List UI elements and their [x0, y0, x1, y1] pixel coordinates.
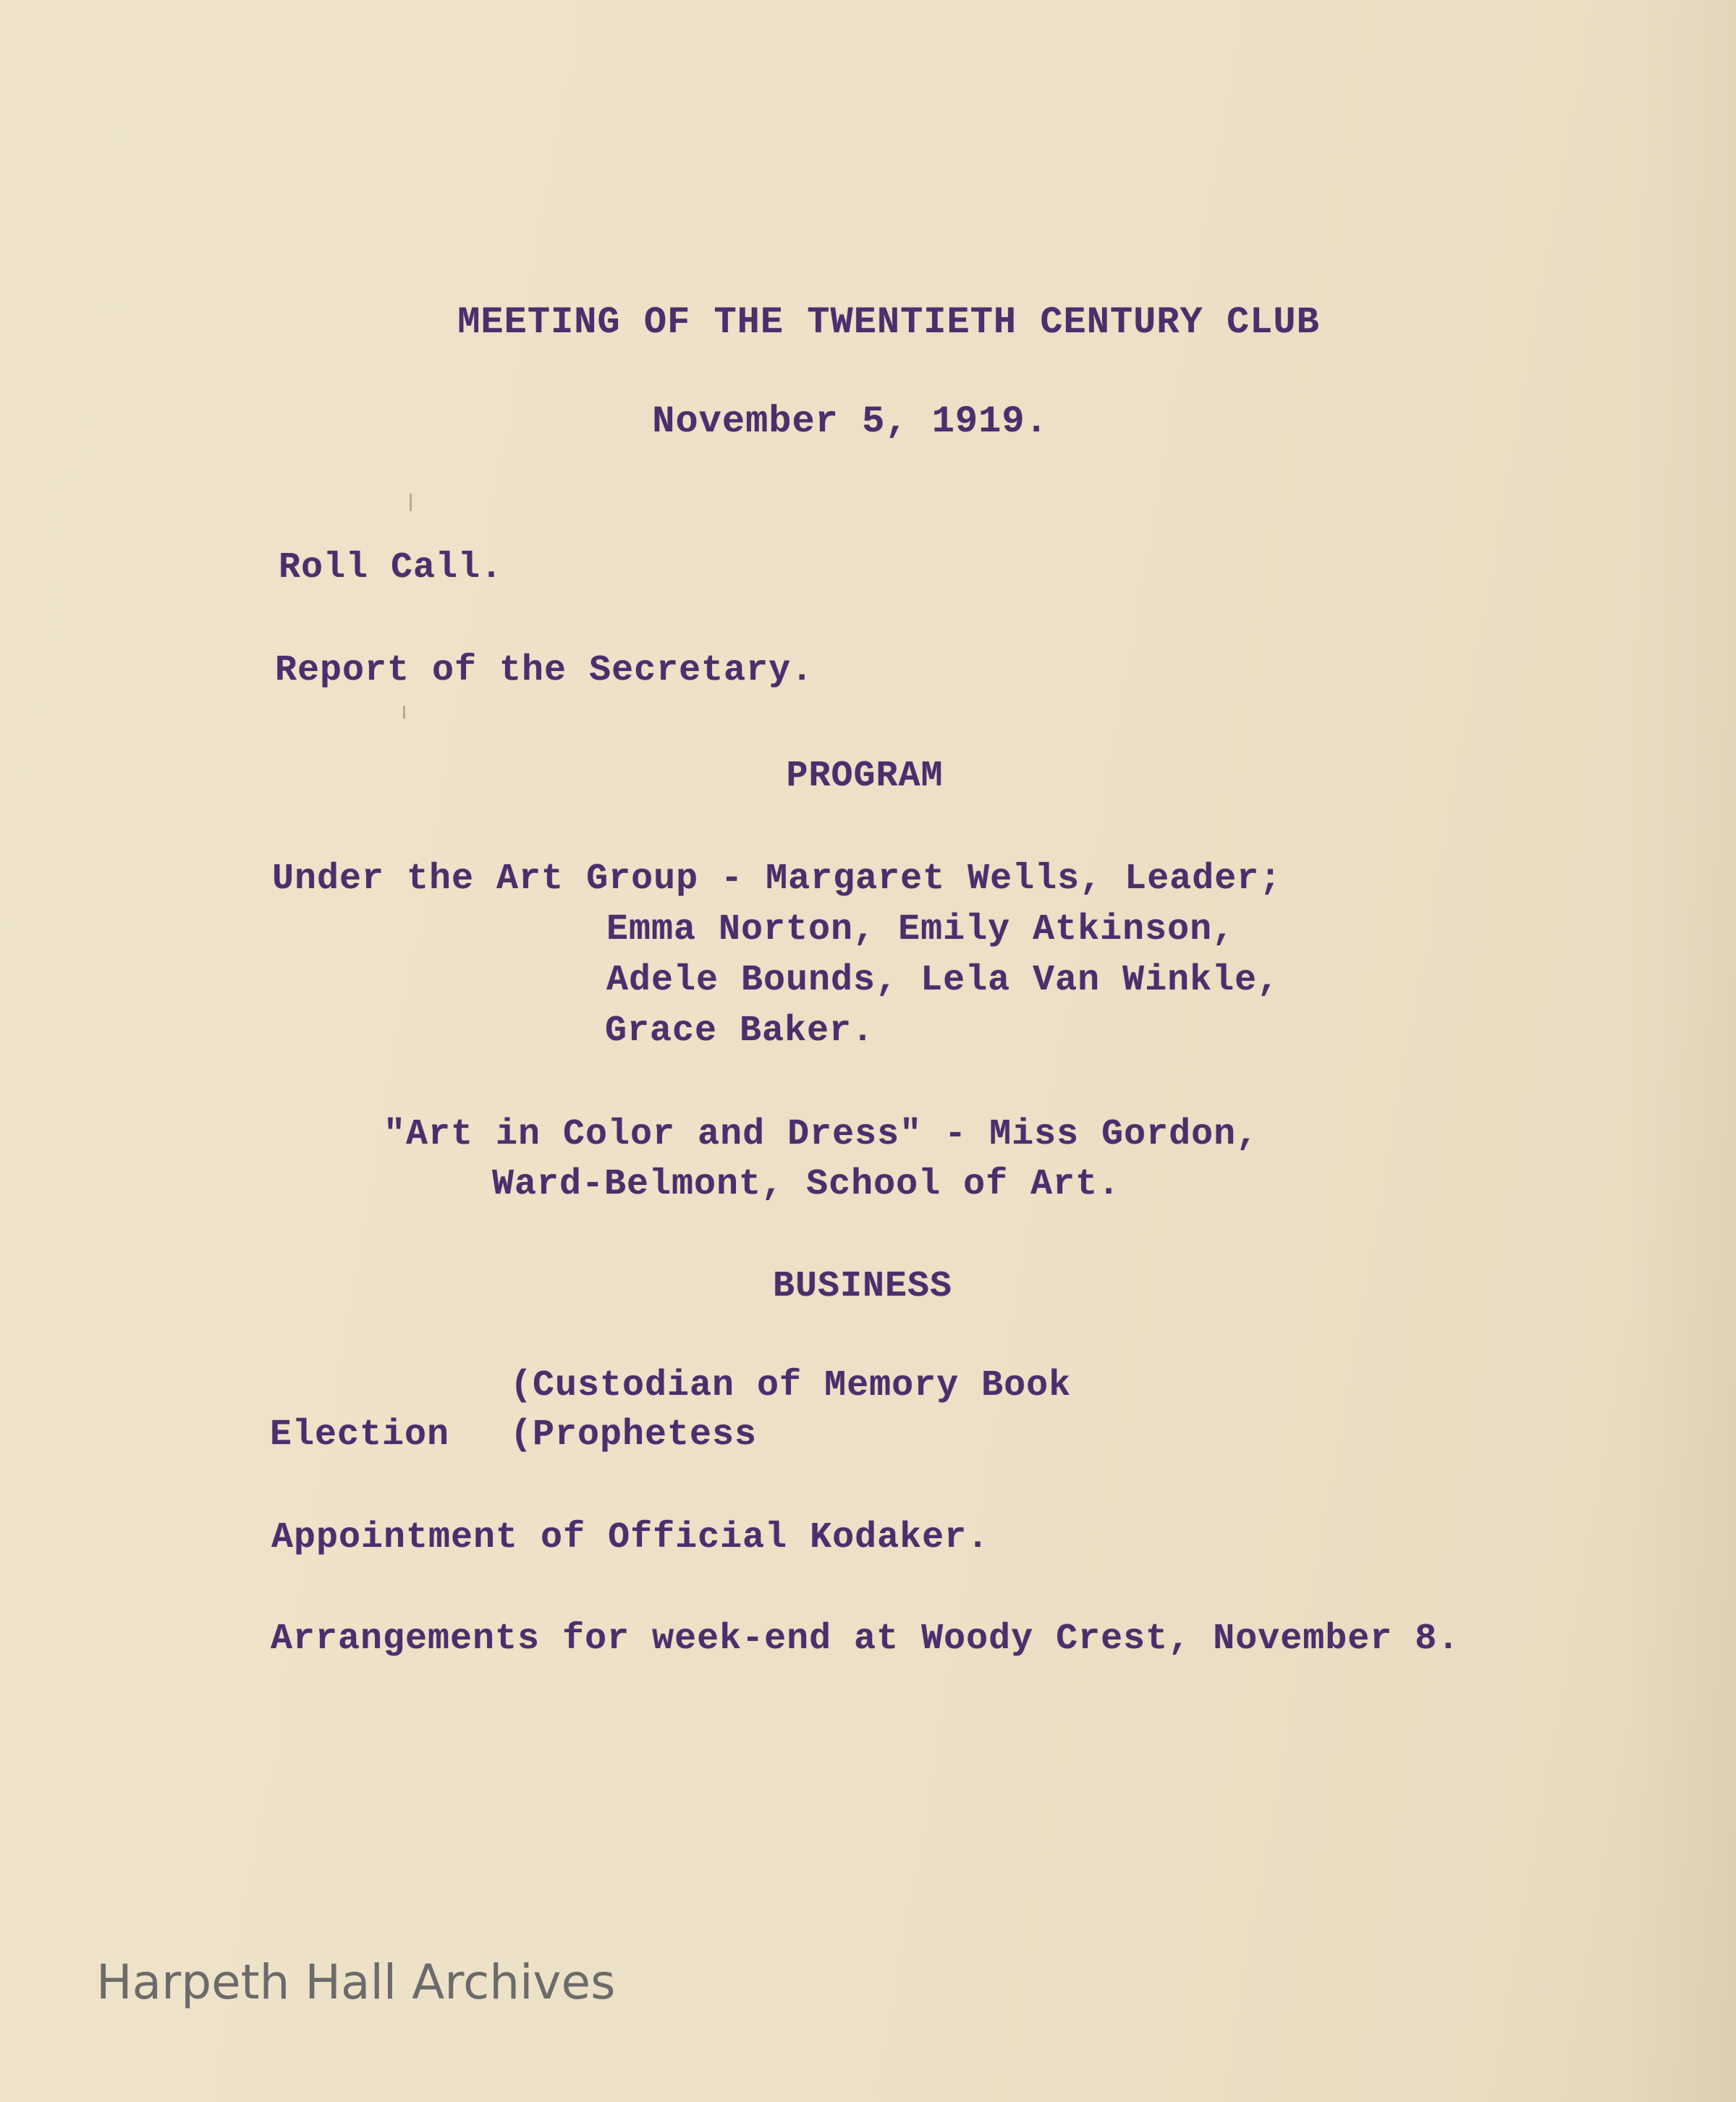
document-title: MEETING OF THE TWENTIETH CENTURY CLUB: [457, 301, 1320, 344]
appointment-line: Appointment of Official Kodaker.: [271, 1517, 990, 1558]
election-label: Election: [270, 1414, 450, 1456]
archive-watermark: Harpeth Hall Archives: [96, 1954, 616, 2010]
program-heading: PROGRAM: [786, 756, 944, 797]
business-heading: BUSINESS: [772, 1266, 953, 1307]
paper-speck: [410, 494, 412, 511]
talk-affiliation: Ward-Belmont, School of Art.: [492, 1164, 1121, 1205]
member-line: Grace Baker.: [605, 1010, 875, 1052]
roll-call: Roll Call.: [279, 547, 504, 588]
election-item: (Prophetess: [510, 1414, 758, 1456]
document-date: November 5, 1919.: [652, 400, 1049, 443]
art-group-line: Under the Art Group - Margaret Wells, Leader;: [272, 858, 1282, 900]
page-edge-shadow: [1627, 0, 1736, 2102]
paper-speck: [403, 706, 405, 719]
secretary-report: Report of the Secretary.: [275, 650, 814, 691]
talk-line: "Art in Color and Dress" - Miss Gordon,: [384, 1114, 1259, 1155]
member-line: Emma Norton, Emily Atkinson,: [606, 909, 1235, 950]
member-line: Adele Bounds, Lela Van Winkle,: [606, 960, 1280, 1001]
arrangements-line: Arrangements for week-end at Woody Crest, November 8.: [271, 1618, 1460, 1660]
election-item: (Custodian of Memory Book: [510, 1365, 1072, 1406]
